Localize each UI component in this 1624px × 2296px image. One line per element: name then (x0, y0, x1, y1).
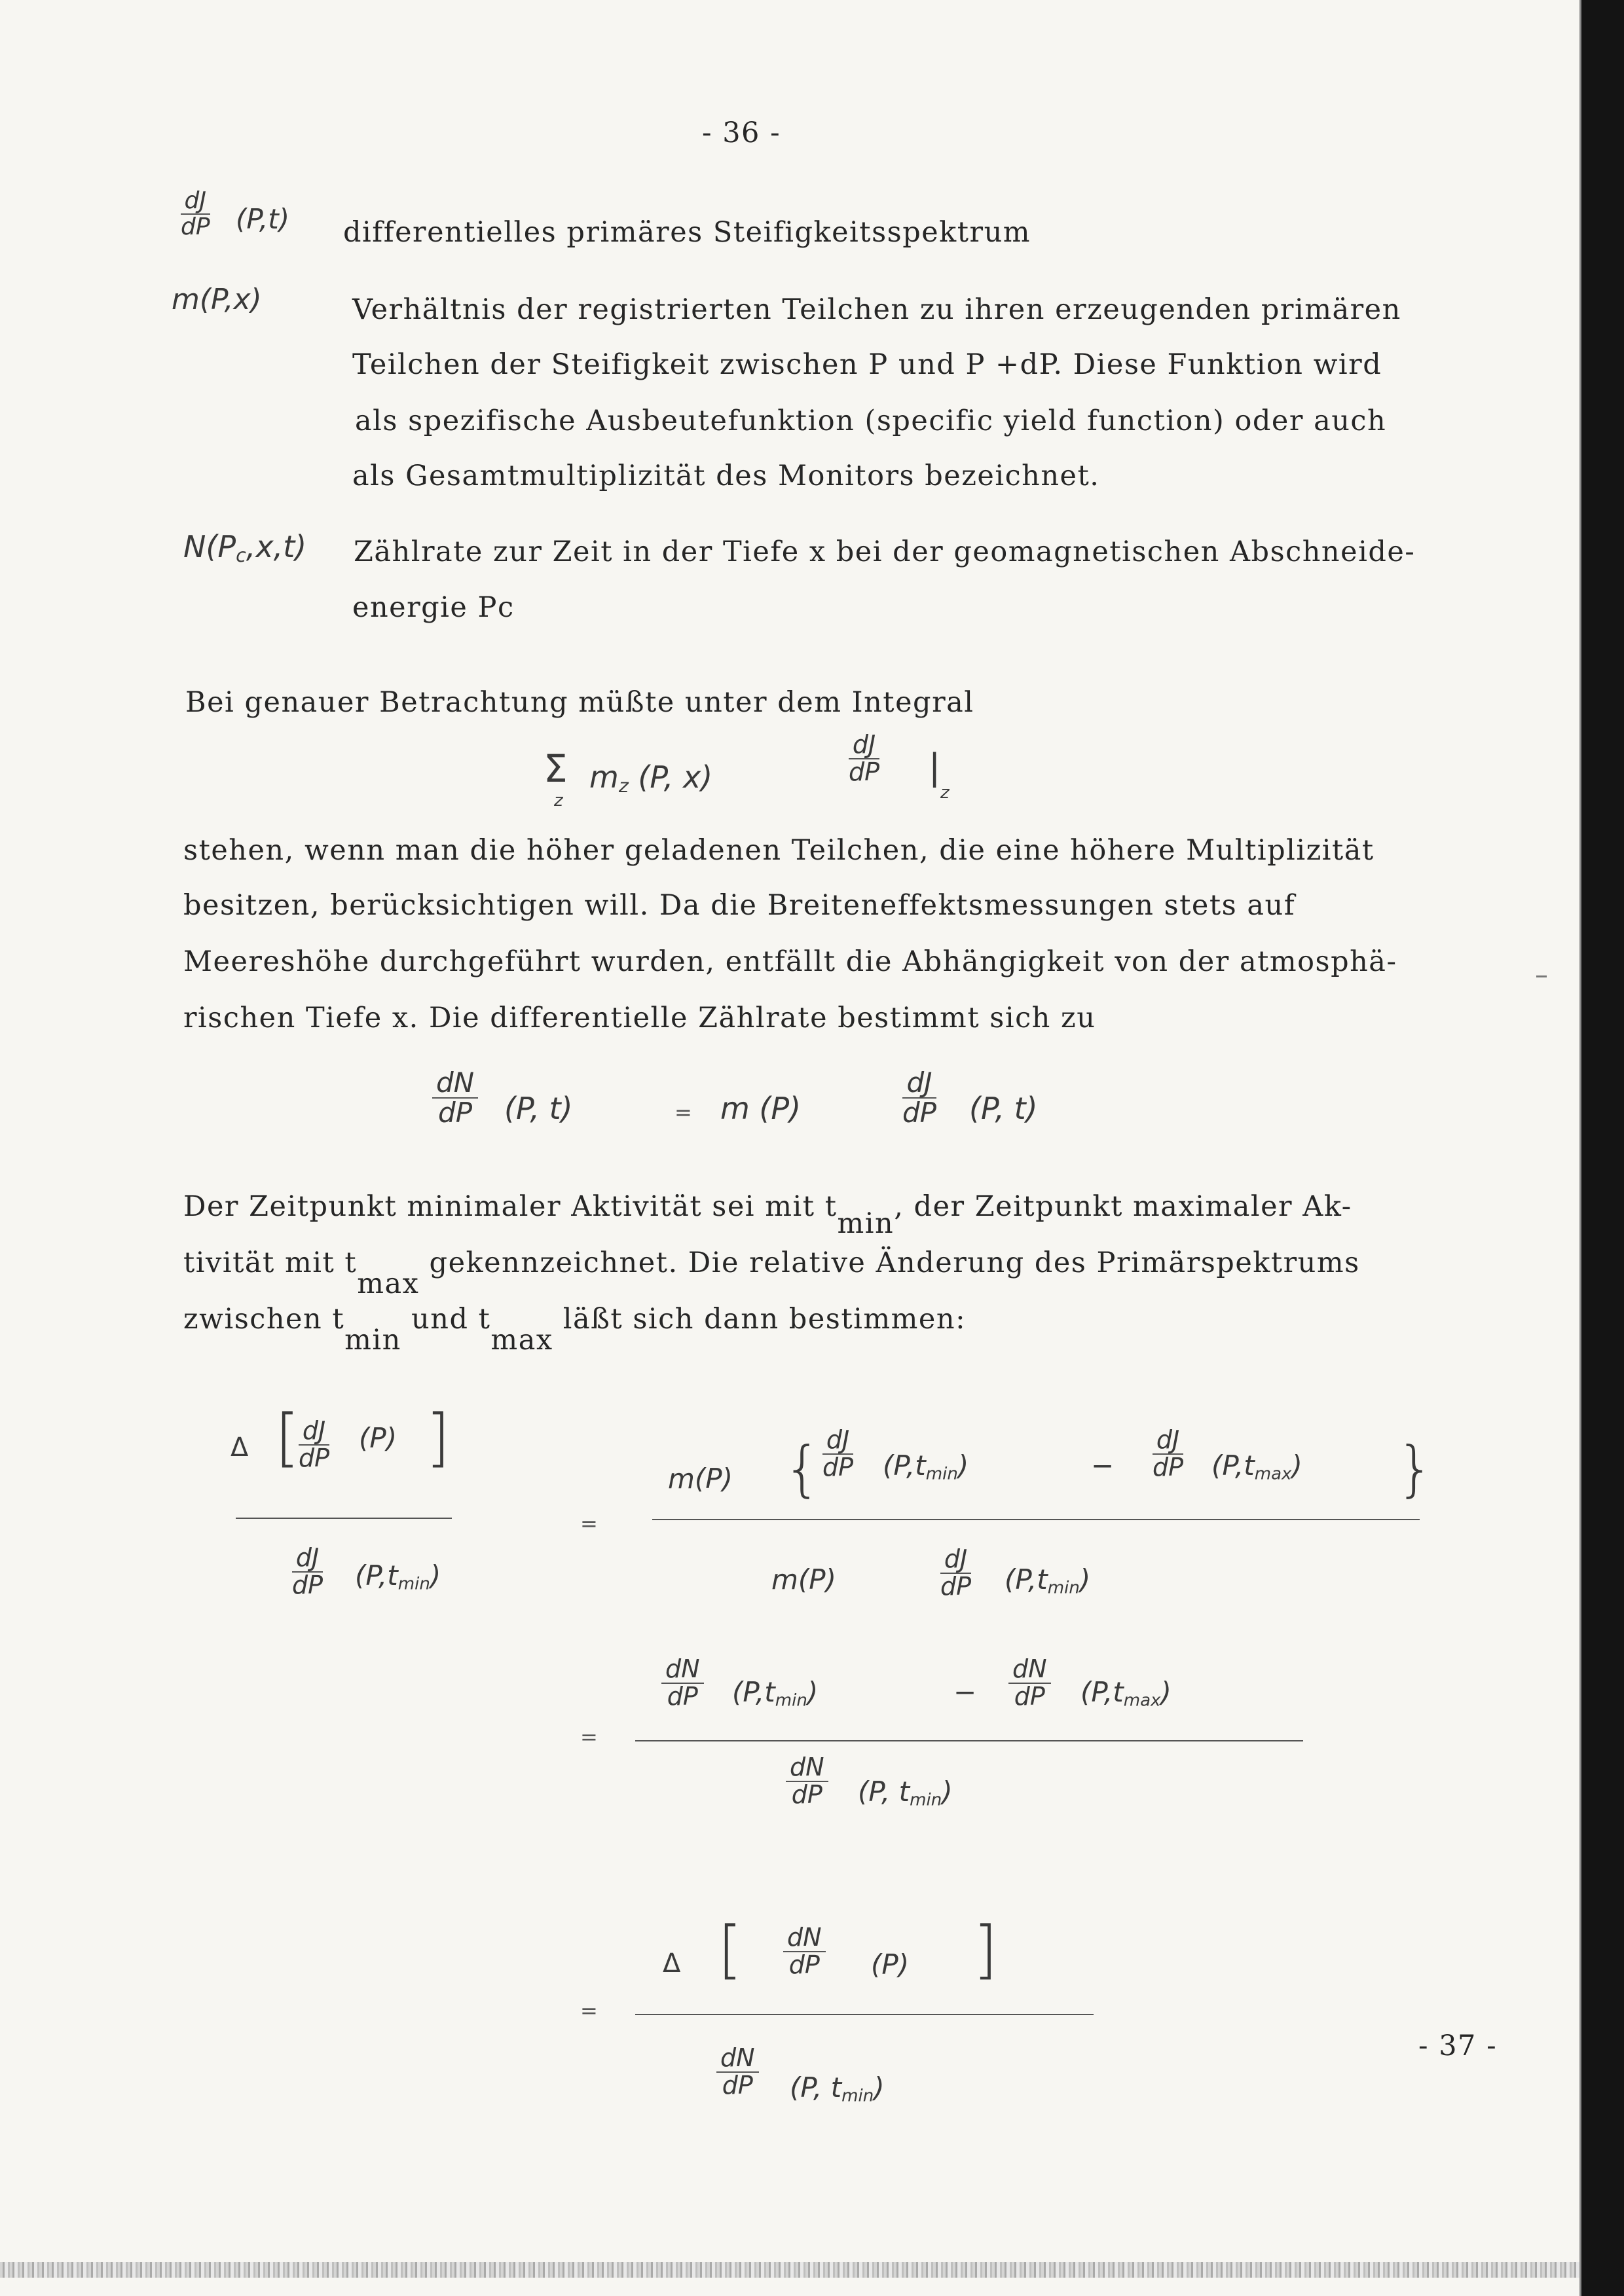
symbol-m-P-x: m(P,x) (172, 283, 262, 316)
delta-symbol-left: Δ (231, 1432, 249, 1463)
lhs-args-P: (P) (359, 1422, 397, 1454)
sum-index-z: z (554, 791, 563, 811)
rhs2-denominator-dN-dP: $\frac{dN}{dP}$ (786, 1755, 828, 1808)
bracket-close-right: ] (973, 1913, 998, 1986)
lhs-fraction-dJ-dP: $\frac{dJ}{dP}$ (299, 1416, 330, 1472)
sum-eval-bar: | (929, 746, 941, 788)
rhs2-args-tmax: $(P,t_{max})$ (1080, 1676, 1172, 1711)
rate-equals-sign: = (674, 1100, 692, 1125)
next-page-marker: - 37 - (1418, 2030, 1498, 2062)
equals-sign-2: = (580, 1724, 598, 1749)
sum-symbol: Σ (544, 746, 568, 791)
rhs1-numerator-m-P: m(P) (668, 1463, 733, 1495)
rhs2-fraction-bar (635, 1740, 1303, 1741)
lhs-main-fraction-bar (236, 1518, 452, 1519)
symbol-N-Pc-x-t: $N(P_c,x,t)$ (183, 529, 307, 567)
symbol-dJ-dP: $\frac{dJ}{dP}$ (181, 187, 210, 240)
paragraph-2-line-1: stehen, wenn man die höher geladenen Teilchen, die eine höhere Multiplizität (183, 834, 1375, 867)
rate-args-P-t: (P, t) (504, 1091, 573, 1126)
paragraph-1-line-1: Bei genauer Betrachtung müßte unter dem Integral (185, 686, 974, 719)
definition-2-line-1: Verhältnis der registrierten Teilchen zu ihren erzeugenden primären (352, 293, 1401, 326)
paragraph-2-line-2: besitzen, berücksichtigen will. Da die Breiteneffektsmessungen stets auf (183, 889, 1296, 922)
scan-edge-mark (1536, 975, 1547, 977)
bracket-close-left: ] (426, 1401, 451, 1474)
rhs2-fraction-dN-dP-2: $\frac{dN}{dP}$ (1008, 1656, 1051, 1710)
symbol-dJ-dP-args: (P,t) (236, 203, 290, 235)
paragraph-3-line-1: Der Zeitpunkt minimaler Aktivität sei mit tmin, der Zeitpunkt maximaler Ak- (183, 1190, 1352, 1240)
rhs3-fraction-bar (635, 2014, 1094, 2015)
sum-term-m-z: $m_z$ (P, x) (589, 759, 713, 797)
definition-3-line-2: energie Pc (352, 591, 515, 624)
rhs3-denominator-dN-dP: $\frac{dN}{dP}$ (716, 2045, 759, 2099)
rhs1-args-tmin: $(P,t_{min})$ (883, 1449, 969, 1484)
rhs3-numerator-dN-dP: $\frac{dN}{dP}$ (783, 1925, 826, 1978)
equals-sign-1: = (580, 1511, 598, 1536)
equals-sign-3: = (580, 1998, 598, 2023)
definition-2-line-4: als Gesamtmultiplizität des Monitors bezeichnet. (352, 460, 1100, 492)
rhs2-args-tmin: $(P,t_{min})$ (732, 1676, 819, 1711)
brace-open: { (783, 1434, 822, 1504)
rhs2-fraction-dN-dP-1: $\frac{dN}{dP}$ (661, 1656, 704, 1710)
bracket-open-right: [ (718, 1913, 743, 1986)
rate-fraction-dN-dP: $\frac{dN}{dP}$ (432, 1068, 478, 1127)
scan-artifact-strip (0, 2262, 1579, 2278)
rhs1-denominator-args: $(P,t_{min})$ (1005, 1563, 1091, 1598)
sum-eval-index: z (940, 783, 950, 803)
bracket-open-left: [ (275, 1401, 300, 1474)
rhs1-denominator-m-P: m(P) (771, 1563, 837, 1595)
sum-fraction-dJ-dP: $\frac{dJ}{dP}$ (849, 730, 880, 786)
rhs3-args-P: (P) (871, 1948, 910, 1980)
definition-2-line-3: als spezifische Ausbeutefunktion (specific yield function) oder auch (355, 405, 1387, 437)
rhs1-denominator-dJ-dP: $\frac{dJ}{dP}$ (940, 1544, 972, 1601)
definition-1-text: differentielles primäres Steifigkeitsspektrum (343, 216, 1031, 249)
rhs1-minus: − (1091, 1449, 1115, 1482)
paragraph-2-line-4: rischen Tiefe x. Die differentielle Zählrate bestimmt sich zu (183, 1002, 1096, 1034)
definition-3-line-1: Zählrate zur Zeit in der Tiefe x bei der geomagnetischen Abschneide- (354, 536, 1416, 568)
paragraph-2-line-3: Meereshöhe durchgeführt wurden, entfällt die Abhängigkeit von der atmosphä- (183, 945, 1397, 978)
delta-symbol-right: Δ (663, 1948, 681, 1978)
brace-close: } (1396, 1434, 1435, 1504)
rhs1-fraction-dJ-dP-1: $\frac{dJ}{dP}$ (822, 1425, 854, 1482)
page-number: - 36 - (702, 117, 781, 149)
rhs3-denominator-args: (P, $t_{min}$) (790, 2071, 885, 2106)
lhs-denominator-dJ-dP: $\frac{dJ}{dP}$ (292, 1543, 323, 1599)
rate-args-P-t-2: (P, t) (969, 1091, 1038, 1126)
definition-2-line-2: Teilchen der Steifigkeit zwischen P und P +dP. Diese Funktion wird (352, 348, 1382, 381)
rhs1-args-tmax: $(P,t_{max})$ (1211, 1449, 1302, 1484)
rhs2-minus: − (953, 1676, 977, 1708)
rhs1-fraction-dJ-dP-2: $\frac{dJ}{dP}$ (1153, 1425, 1184, 1482)
lhs-denominator-args: $(P,t_{min})$ (355, 1559, 441, 1594)
rhs1-fraction-bar (652, 1519, 1420, 1520)
paragraph-3-line-2: tivität mit tmax gekennzeichnet. Die relative Änderung des Primärspektrums (183, 1247, 1360, 1300)
paragraph-3-line-3: zwischen tmin und tmax läßt sich dann bestimmen: (183, 1303, 967, 1357)
rhs2-denominator-args: (P, $t_{min}$) (858, 1776, 953, 1810)
rate-fraction-dJ-dP: $\frac{dJ}{dP}$ (902, 1066, 936, 1129)
rate-term-m-P: m (P) (720, 1091, 802, 1126)
